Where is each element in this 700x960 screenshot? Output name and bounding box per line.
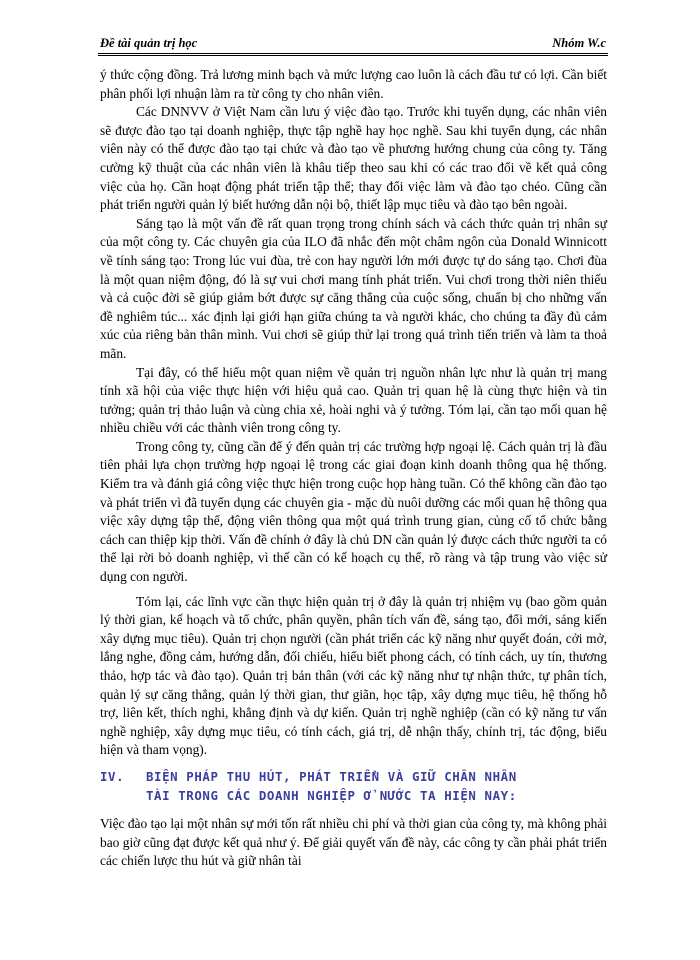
paragraph-summary: Tóm lại, các lĩnh vực cần thực hiện quản trị ở đây là quản trị nhiệm vụ (bao gồm quản lý thời gian, kế hoạch và tổ chức, phân quyền, phân tích vấn đề, sáng tạo, đổi mới, sáng kiến xây dựng mục tiêu). Quản trị chọn người (cần phát triển các kỹ năng như quyết đoán, cởi mở, lắng nghe, đồng cảm, hướng dẫn, đối chiếu, hiểu biết phong cách, có tính cách, uy tín, thương thảo, hợp tác và đào tạo). Quản trị bản thân (với các kỹ năng như tự nhận thức, tự phân tích, quản lý sự căng thẳng, quản lý thời gian, thư giãn, học tập, xây dựng mục tiêu, hệ thống hỗ trợ, liên kết, thích nghi, khẳng định và dự kiến. Quản trị nghề nghiệp (cần có kỹ năng tư vấn nghề nghiệp, xây dựng mục tiêu, có tính cách, giá trị, dễ nhận thấy, chính trị, tác động, biểu hiện và tham vọng). [100,593,607,758]
section-heading [100,768,607,805]
paragraph-closing: Việc đào tạo lại một nhân sự mới tốn rất nhiều chi phí và thời gian của công ty, mà không phải bao giờ cũng đạt được kết quả như ý. Để giải quyết vấn đề này, các công ty cần phải phát triển các chiến lược thu hút và giữ nhân tài [100,816,607,869]
page-header [98,36,608,56]
header-group-name: Nhóm W.c [552,36,606,50]
paragraph-continuation: ý thức cộng đồng. Trả lương minh bạch và mức lượng cao luôn là cách đầu tư có lợi. Cần biết phân phối lợi nhuận làm ra từ công ty cho nhân viên. [100,67,607,101]
paragraph-training: Các DNNVV ở Việt Nam cần lưu ý việc đào tạo. Trước khi tuyển dụng, các nhân viên sẽ được đào tạo tại doanh nghiệp, thực tập nghề hay học nghề. Sau khi tuyển dụng, các nhân viên này có thể được đào tạo tại chức và đào tạo về phương hướng chung của công ty. Tăng cường kỹ thuật của các nhân viên là khâu tiếp theo sau khi có các trao đổi về kết quả công việc của họ. Cần hoạt động phát triển tập thể; thay đổi việc làm và đào tạo chéo. Cũng cần phát triển người quản lý biết hướng dẫn nội bộ, thiết lập mục tiêu và đào tạo bên ngoài. [100,104,607,213]
section-number: IV. [100,768,125,784]
paragraph-exception-management: Trong công ty, cũng cần để ý đến quản trị các trường hợp ngoại lệ. Cách quản trị là đầu tiên phải lựa chọn trường hợp ngoại lệ trong các giai đoạn kinh doanh thông qua hệ thống. Kiểm tra và đánh giá công việc thực hiện trong cuộc họp hàng tuần. Có thể không cần đào tạo và phát triển vì đã tuyển dụng các chuyên gia - mặc dù nuôi dưỡng các mối quan hệ thông qua việc xây dựng tập thể, động viên thông qua một quá trình trung gian, củng cố tổ chức bằng cách can thiệp kịp thời. Vấn đề chính ở đây là chủ DN cần quản lý được cách thức người ta có thể lại rời bỏ doanh nghiệp, vì thế cần có kế hoạch cụ thể, rõ ràng và tập trung vào việc sử dụng con người. [100,438,607,585]
document-body [100,66,607,871]
paragraph-creativity: Sáng tạo là một vấn đề rất quan trọng trong chính sách và cách thức quản trị nhân sự của một công ty. Các chuyên gia của ILO đã nhắc đến một châm ngôn của Donald Winnicott về tính sáng tạo: Trong lúc vui đùa, trẻ con hay người lớn mới được tự do sáng tạo. Chơi đùa là một quan niệm động, đó là sự vui chơi mang tính phát triển. Vui chơi trong thời niên thiếu và cả cuộc đời sẽ giúp giảm bớt được sự căng thẳng của cuộc sống, chuẩn bị cho những vấn đề nghiêm túc... xác định lại giới hạn giữa chúng ta và người khác, cho chúng ta đầy đủ cảm xúc của riêng bản thân mình. Vui chơi sẽ giúp thử lại trong quá trình tiến triển và làm ta thoả mãn. [100,215,607,361]
header-document-title: Đề tài quản trị học [100,36,198,50]
section-title-line1: BIỆN PHÁP THU HÚT, PHÁT TRIỂN VÀ GIỮ CHÂN NHÂN [146,768,517,784]
paragraph-relationship-management: Tại đây, có thể hiểu một quan niệm về quản trị nguồn nhân lực như là quản trị mang tính xã hội của việc thực hiện với hiệu quả cao. Quản trị quan hệ là cùng thực hiện và tin tưởng; quản trị thảo luận và cùng chia xẻ, hoài nghi và ý tưởng. Tóm lại, cần tạo mối quan hệ nhiều chiều với các thành viên trong công ty. [100,364,607,436]
section-title-line2: TÀI TRONG CÁC DOANH NGHIỆP Ở NƯỚC TA HIỆN NAY: [146,787,517,803]
